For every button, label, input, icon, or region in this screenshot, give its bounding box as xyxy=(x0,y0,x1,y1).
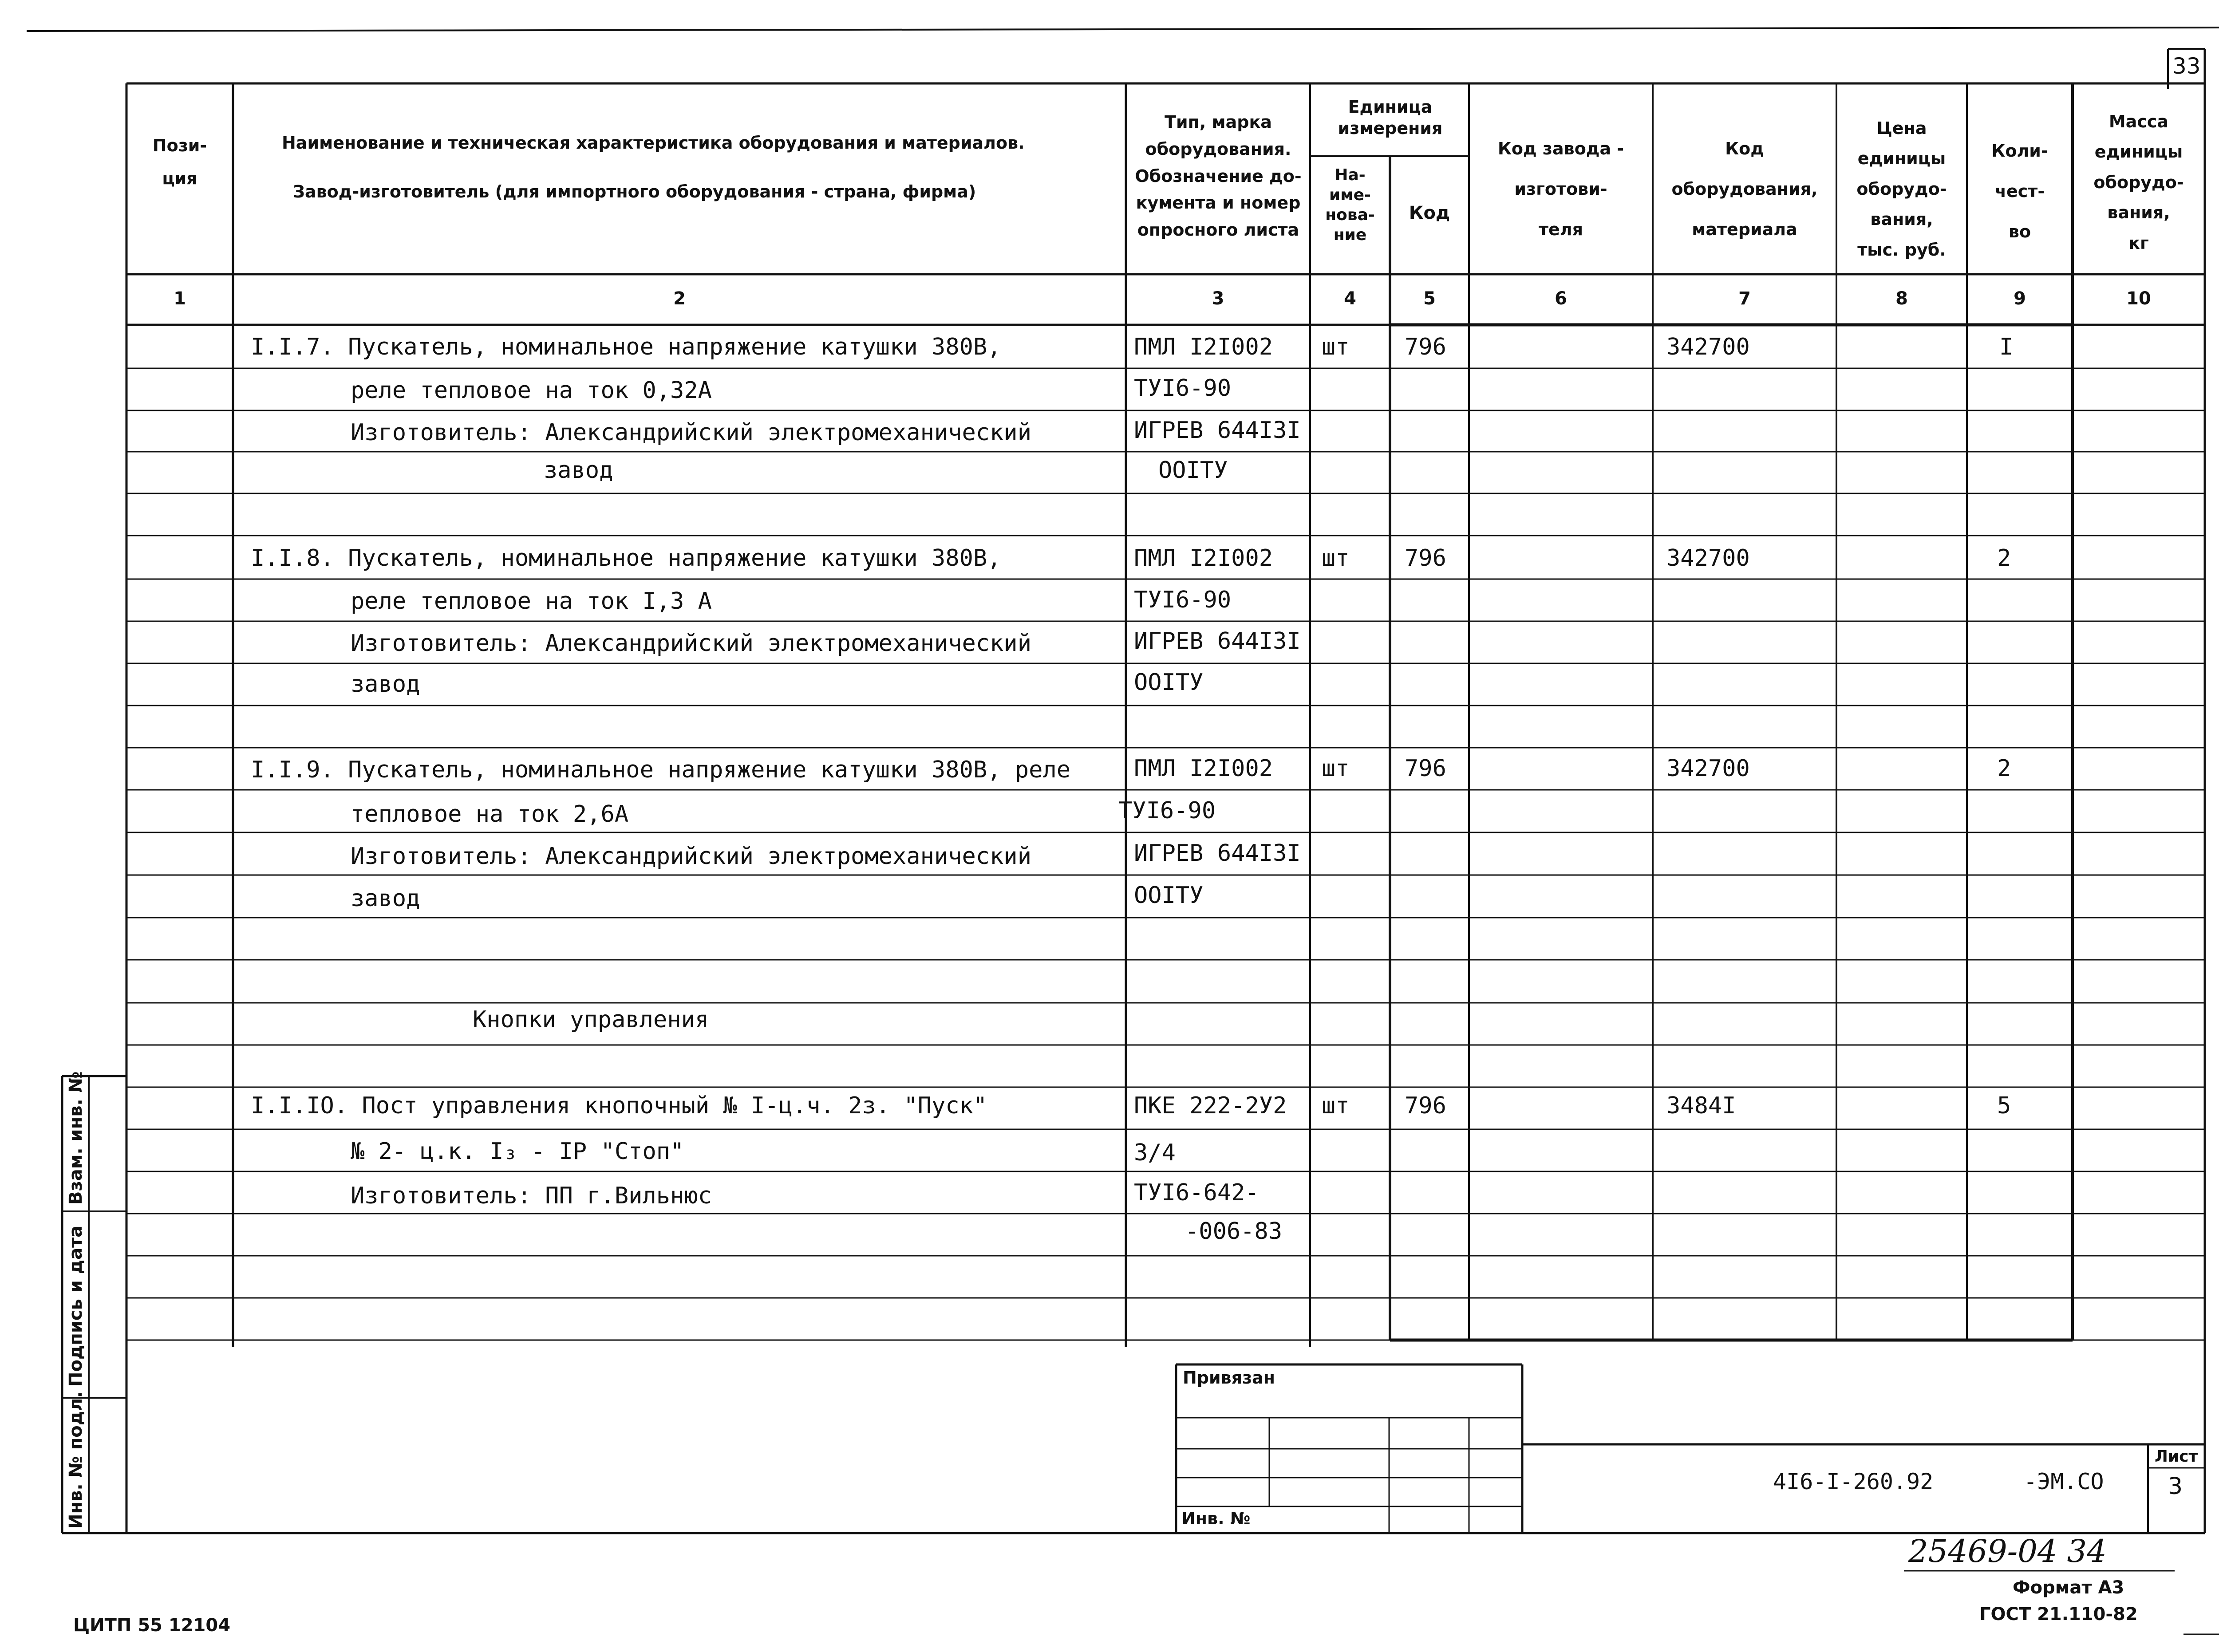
type-mark: ПМЛ I2I002 xyxy=(1134,334,1273,360)
spec-text: реле тепловое на ток 0,32А xyxy=(351,377,712,404)
citp-label: ЦИТП 55 12104 xyxy=(73,1615,231,1636)
spec-text: Изготовитель: Александрийский электромеханический xyxy=(351,419,1032,446)
type-mark: OOIТУ xyxy=(1134,669,1204,696)
header-col6: Код завода - изготови- теля xyxy=(1497,139,1624,240)
equipment-code: 3484I xyxy=(1666,1092,1736,1119)
quantity: 2 xyxy=(1997,545,2011,572)
spec-text: I.I.9. Пускатель, номинальное напряжение катушки 380В, реле xyxy=(251,757,1071,783)
column-number: 4 xyxy=(1344,288,1356,309)
column-number: 10 xyxy=(2126,288,2151,309)
equipment-code: 342700 xyxy=(1666,755,1750,782)
quantity: I xyxy=(1999,334,2014,360)
spec-text: завод xyxy=(544,457,613,484)
header-unit-group: Единица измерения xyxy=(1338,97,1443,138)
sheet-label: Лист xyxy=(2155,1447,2198,1466)
unit-name: шт xyxy=(1322,1092,1350,1119)
quantity: 5 xyxy=(1997,1092,2011,1119)
unit-code: 796 xyxy=(1405,545,1446,572)
page-number: 33 xyxy=(2172,53,2201,79)
spec-text: тепловое на ток 2,6А xyxy=(351,801,629,828)
header-col2-line1: Наименование и техническая характеристика оборудования и материалов. xyxy=(282,133,1025,153)
spec-text: реле тепловое на ток I,3 А xyxy=(351,588,712,615)
type-mark: ТУI6-90 xyxy=(1118,797,1216,824)
spec-text: I.I.IO. Пост управления кнопочный № I-ц.ч. 2з. "Пуск" xyxy=(251,1092,987,1119)
header-col4: На- име- нова- ние xyxy=(1325,166,1375,244)
spec-text: завод xyxy=(351,671,420,698)
type-mark: -006-83 xyxy=(1185,1218,1283,1245)
doc-code: 4I6-I-260.92 xyxy=(1773,1469,1934,1494)
stamp-inv-no: Инв. № xyxy=(1181,1509,1251,1528)
spec-text: завод xyxy=(351,885,420,912)
header-col9: Коли- чест- во xyxy=(1991,141,2048,242)
side-label-inv-podl: Инв. № подл. xyxy=(66,1391,86,1529)
header-col3: Тип, марка оборудования. Обозначение до- кумента и номер опросного листа xyxy=(1135,112,1302,240)
column-number: 9 xyxy=(2014,288,2026,309)
spec-text: № 2- ц.к. I₃ - IP "Стоп" xyxy=(351,1138,684,1165)
equipment-code: 342700 xyxy=(1666,334,1750,360)
column-number: 8 xyxy=(1895,288,1908,309)
spec-text: Изготовитель: Александрийский электромеханический xyxy=(351,630,1032,657)
unit-code: 796 xyxy=(1405,1092,1446,1119)
header-col10: Масса единицы оборудо- вания, кг xyxy=(2093,112,2184,253)
section-title: Кнопки управления xyxy=(473,1006,709,1033)
spec-text: I.I.7. Пускатель, номинальное напряжение катушки 380В, xyxy=(251,334,1001,360)
header-col5: Код xyxy=(1409,203,1450,223)
type-mark: ТУI6-90 xyxy=(1134,587,1232,613)
type-mark: 3/4 xyxy=(1134,1139,1176,1166)
handwritten-number: 25469-04 34 xyxy=(1908,1533,2107,1569)
column-number: 3 xyxy=(1212,288,1224,309)
type-mark: OOIТУ xyxy=(1134,882,1204,909)
unit-code: 796 xyxy=(1405,334,1446,360)
side-label-vzam: Взам. инв. № xyxy=(66,1071,86,1205)
type-mark: ИГРЕВ 644I3I xyxy=(1134,417,1301,444)
unit-name: шт xyxy=(1322,545,1350,572)
column-number: 5 xyxy=(1423,288,1436,309)
unit-name: шт xyxy=(1322,755,1350,782)
header-col7: Код оборудования, материала xyxy=(1671,139,1818,240)
gost-label: ГОСТ 21.110-82 xyxy=(1979,1604,2138,1624)
spec-text: Изготовитель: Александрийский электромеханический xyxy=(351,843,1032,870)
header-col2-line2: Завод-изготовитель (для импортного оборудования - страна, фирма) xyxy=(293,182,976,201)
stamp-privyazan: Привязан xyxy=(1183,1368,1275,1388)
type-mark: ИГРЕВ 644I3I xyxy=(1134,840,1301,867)
type-mark: OOIТУ xyxy=(1158,457,1228,484)
type-mark: ИГРЕВ 644I3I xyxy=(1134,628,1301,654)
quantity: 2 xyxy=(1997,755,2011,782)
doc-suffix: -ЭМ.СО xyxy=(2024,1469,2104,1494)
type-mark: ТУI6-642- xyxy=(1134,1179,1259,1206)
type-mark: ТУI6-90 xyxy=(1134,375,1232,402)
type-mark: ПКЕ 222-2У2 xyxy=(1134,1092,1287,1119)
unit-code: 796 xyxy=(1405,755,1446,782)
column-number: 6 xyxy=(1555,288,1567,309)
header-col8: Цена единицы оборудо- вания, тыс. руб. xyxy=(1856,118,1947,260)
column-number: 1 xyxy=(174,288,186,309)
header-col1: Пози- ция xyxy=(152,136,207,188)
unit-name: шт xyxy=(1322,334,1350,360)
spec-text: I.I.8. Пускатель, номинальное напряжение катушки 380В, xyxy=(251,545,1001,572)
sheet-number: 3 xyxy=(2168,1473,2183,1500)
type-mark: ПМЛ I2I002 xyxy=(1134,755,1273,782)
type-mark: ПМЛ I2I002 xyxy=(1134,545,1273,572)
column-number: 7 xyxy=(1738,288,1751,309)
equipment-code: 342700 xyxy=(1666,545,1750,572)
column-number: 2 xyxy=(673,288,686,309)
format-label: Формат А3 xyxy=(2013,1577,2124,1598)
side-label-podpis: Подпись и дата xyxy=(66,1225,86,1387)
spec-text: Изготовитель: ПП г.Вильнюс xyxy=(351,1183,712,1209)
